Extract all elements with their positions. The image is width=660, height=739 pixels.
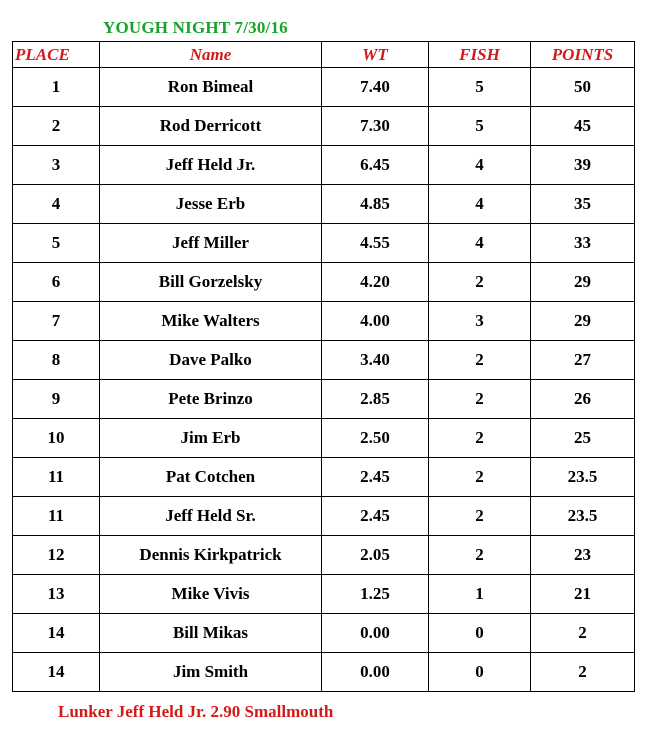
place-cell: 9 — [13, 380, 100, 419]
place-cell: 7 — [13, 302, 100, 341]
header-weight: WT — [322, 42, 429, 68]
weight-cell: 4.85 — [322, 185, 429, 224]
place-cell: 8 — [13, 341, 100, 380]
results-table — [12, 41, 635, 692]
weight-cell: 2.45 — [322, 458, 429, 497]
weight-cell: 1.25 — [322, 575, 429, 614]
weight-cell: 0.00 — [322, 614, 429, 653]
table-row — [13, 107, 635, 146]
table-row — [13, 146, 635, 185]
header-name: Name — [100, 42, 322, 68]
place-cell: 14 — [13, 653, 100, 692]
place-cell: 11 — [13, 458, 100, 497]
fish-cell: 4 — [429, 185, 531, 224]
place-cell: 2 — [13, 107, 100, 146]
points-cell: 23.5 — [531, 458, 635, 497]
table-row — [13, 224, 635, 263]
table-row — [13, 302, 635, 341]
table-row — [13, 536, 635, 575]
name-cell: Rod Derricott — [100, 107, 322, 146]
place-cell: 3 — [13, 146, 100, 185]
points-cell: 21 — [531, 575, 635, 614]
fish-cell: 5 — [429, 68, 531, 107]
weight-cell: 4.55 — [322, 224, 429, 263]
name-cell: Bill Gorzelsky — [100, 263, 322, 302]
fish-cell: 4 — [429, 146, 531, 185]
weight-cell: 2.85 — [322, 380, 429, 419]
points-cell: 2 — [531, 653, 635, 692]
points-cell: 35 — [531, 185, 635, 224]
table-row — [13, 68, 635, 107]
fish-cell: 0 — [429, 653, 531, 692]
name-cell: Pat Cotchen — [100, 458, 322, 497]
fish-cell: 2 — [429, 263, 531, 302]
lunker-note: Lunker Jeff Held Jr. 2.90 Smallmouth — [58, 702, 334, 721]
points-cell: 45 — [531, 107, 635, 146]
name-cell: Jeff Held Sr. — [100, 497, 322, 536]
fish-cell: 5 — [429, 107, 531, 146]
header-points: POINTS — [531, 42, 635, 68]
name-cell: Ron Bimeal — [100, 68, 322, 107]
fish-cell: 3 — [429, 302, 531, 341]
points-cell: 23.5 — [531, 497, 635, 536]
header-place: PLACE — [13, 42, 100, 68]
fish-cell: 2 — [429, 419, 531, 458]
name-cell: Jeff Held Jr. — [100, 146, 322, 185]
weight-cell: 3.40 — [322, 341, 429, 380]
table-row — [13, 458, 635, 497]
points-cell: 39 — [531, 146, 635, 185]
table-row — [13, 263, 635, 302]
table-body — [13, 68, 635, 692]
table-row — [13, 185, 635, 224]
name-cell: Mike Walters — [100, 302, 322, 341]
page-title: YOUGH NIGHT 7/30/16 — [103, 18, 288, 37]
weight-cell: 6.45 — [322, 146, 429, 185]
fish-cell: 0 — [429, 614, 531, 653]
place-cell: 10 — [13, 419, 100, 458]
name-cell: Jeff Miller — [100, 224, 322, 263]
table-row — [13, 341, 635, 380]
place-cell: 11 — [13, 497, 100, 536]
weight-cell: 2.50 — [322, 419, 429, 458]
weight-cell: 4.20 — [322, 263, 429, 302]
table-row — [13, 380, 635, 419]
name-cell: Mike Vivis — [100, 575, 322, 614]
weight-cell: 7.40 — [322, 68, 429, 107]
weight-cell: 2.05 — [322, 536, 429, 575]
points-cell: 29 — [531, 302, 635, 341]
header-fish: FISH — [429, 42, 531, 68]
fish-cell: 2 — [429, 341, 531, 380]
points-cell: 33 — [531, 224, 635, 263]
points-cell: 2 — [531, 614, 635, 653]
fish-cell: 4 — [429, 224, 531, 263]
table-row — [13, 653, 635, 692]
name-cell: Jim Erb — [100, 419, 322, 458]
fish-cell: 2 — [429, 497, 531, 536]
fish-cell: 1 — [429, 575, 531, 614]
name-cell: Pete Brinzo — [100, 380, 322, 419]
weight-cell: 0.00 — [322, 653, 429, 692]
table-header — [13, 42, 635, 68]
fish-cell: 2 — [429, 458, 531, 497]
place-cell: 14 — [13, 614, 100, 653]
table-row — [13, 575, 635, 614]
weight-cell: 4.00 — [322, 302, 429, 341]
points-cell: 50 — [531, 68, 635, 107]
fish-cell: 2 — [429, 380, 531, 419]
name-cell: Dennis Kirkpatrick — [100, 536, 322, 575]
place-cell: 12 — [13, 536, 100, 575]
weight-cell: 2.45 — [322, 497, 429, 536]
points-cell: 26 — [531, 380, 635, 419]
points-cell: 25 — [531, 419, 635, 458]
place-cell: 1 — [13, 68, 100, 107]
name-cell: Dave Palko — [100, 341, 322, 380]
points-cell: 27 — [531, 341, 635, 380]
place-cell: 5 — [13, 224, 100, 263]
table-row — [13, 614, 635, 653]
name-cell: Bill Mikas — [100, 614, 322, 653]
name-cell: Jim Smith — [100, 653, 322, 692]
fish-cell: 2 — [429, 536, 531, 575]
points-cell: 23 — [531, 536, 635, 575]
header-row — [13, 42, 635, 68]
table-row — [13, 419, 635, 458]
points-cell: 29 — [531, 263, 635, 302]
table-row — [13, 497, 635, 536]
weight-cell: 7.30 — [322, 107, 429, 146]
place-cell: 4 — [13, 185, 100, 224]
place-cell: 13 — [13, 575, 100, 614]
place-cell: 6 — [13, 263, 100, 302]
name-cell: Jesse Erb — [100, 185, 322, 224]
